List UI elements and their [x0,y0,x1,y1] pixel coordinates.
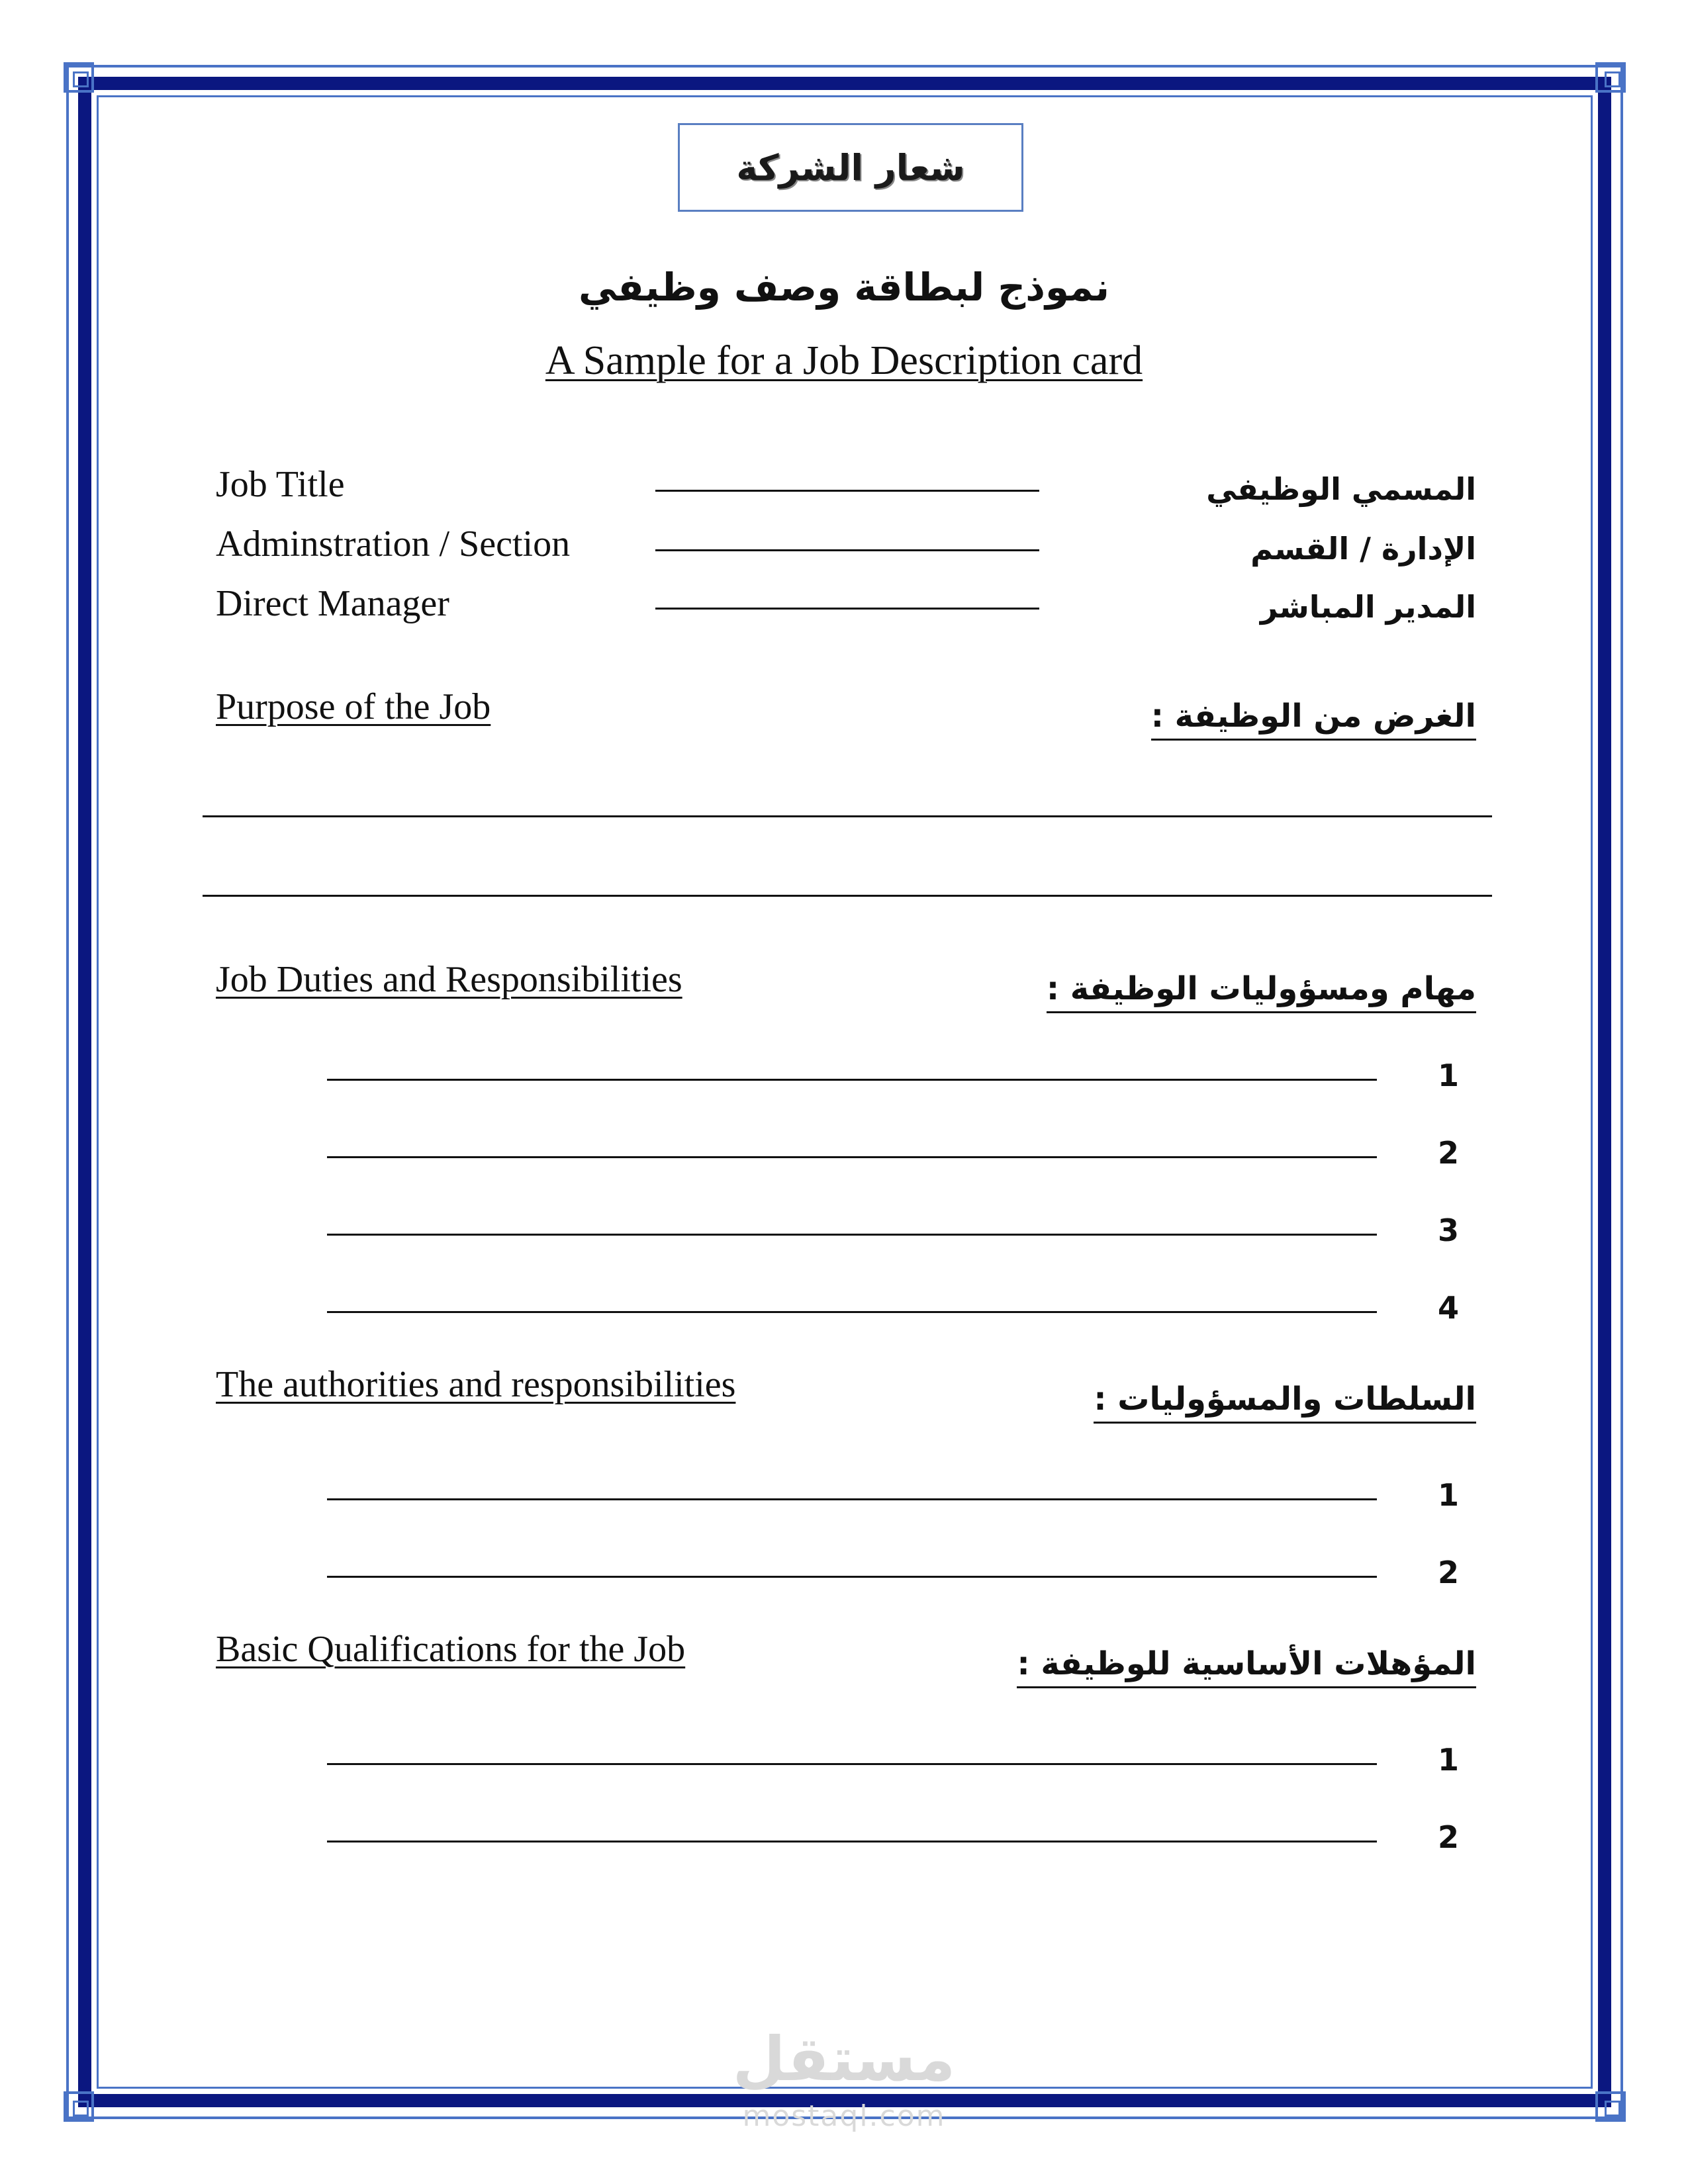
watermark-logo: مستقل [732,2024,956,2095]
watermark-url: mostaql.com [742,2099,946,2133]
job-title-label-arabic: المسمي الوظيفي [1206,471,1476,507]
administration-section-label-arabic: الإدارة / القسم [1250,531,1476,567]
job-title-field[interactable] [655,490,1039,492]
qualification-number: 2 [1437,1819,1459,1855]
qualifications-heading-arabic: المؤهلات الأساسية للوظيفة : [1017,1645,1476,1688]
qualification-line[interactable] [327,1763,1377,1765]
border-corner-ornament [1595,62,1626,93]
duty-line[interactable] [327,1234,1377,1236]
duty-line[interactable] [327,1311,1377,1313]
duty-number: 4 [1437,1290,1459,1326]
authorities-heading: The authorities and responsibilities [216,1364,736,1405]
duty-number: 1 [1437,1058,1459,1093]
authority-number: 1 [1437,1477,1459,1513]
authorities-heading-arabic: السلطات والمسؤوليات : [1094,1381,1476,1424]
duties-heading-arabic: مهام ومسؤوليات الوظيفة : [1047,970,1476,1013]
purpose-heading: Purpose of the Job [216,686,491,727]
authority-number: 2 [1437,1555,1459,1590]
qualification-line[interactable] [327,1841,1377,1843]
direct-manager-field[interactable] [655,608,1039,610]
duty-line[interactable] [327,1079,1377,1081]
duty-line[interactable] [327,1156,1377,1158]
border-corner-ornament [64,62,94,93]
administration-section-label: Adminstration / Section [216,523,571,565]
purpose-line[interactable] [203,895,1492,897]
direct-manager-label: Direct Manager [216,583,449,624]
page-title-english: A Sample for a Job Description card [545,338,1143,383]
duties-heading: Job Duties and Responsibilities [216,959,682,1000]
purpose-heading-arabic: الغرض من الوظيفة : [1151,698,1476,741]
administration-section-field[interactable] [655,549,1039,551]
authority-line[interactable] [327,1498,1377,1500]
page-title-arabic: نموذج لبطاقة وصف وظيفي [578,265,1109,310]
authority-line[interactable] [327,1576,1377,1578]
job-title-label: Job Title [216,464,345,505]
company-logo-placeholder: شعار الشركة [678,123,1023,212]
qualification-number: 1 [1437,1742,1459,1778]
direct-manager-label-arabic: المدير المباشر [1260,589,1476,625]
qualifications-heading: Basic Qualifications for the Job [216,1629,686,1670]
page-border-inner [97,95,1593,2089]
purpose-line[interactable] [203,815,1492,817]
duty-number: 2 [1437,1135,1459,1171]
duty-number: 3 [1437,1212,1459,1248]
